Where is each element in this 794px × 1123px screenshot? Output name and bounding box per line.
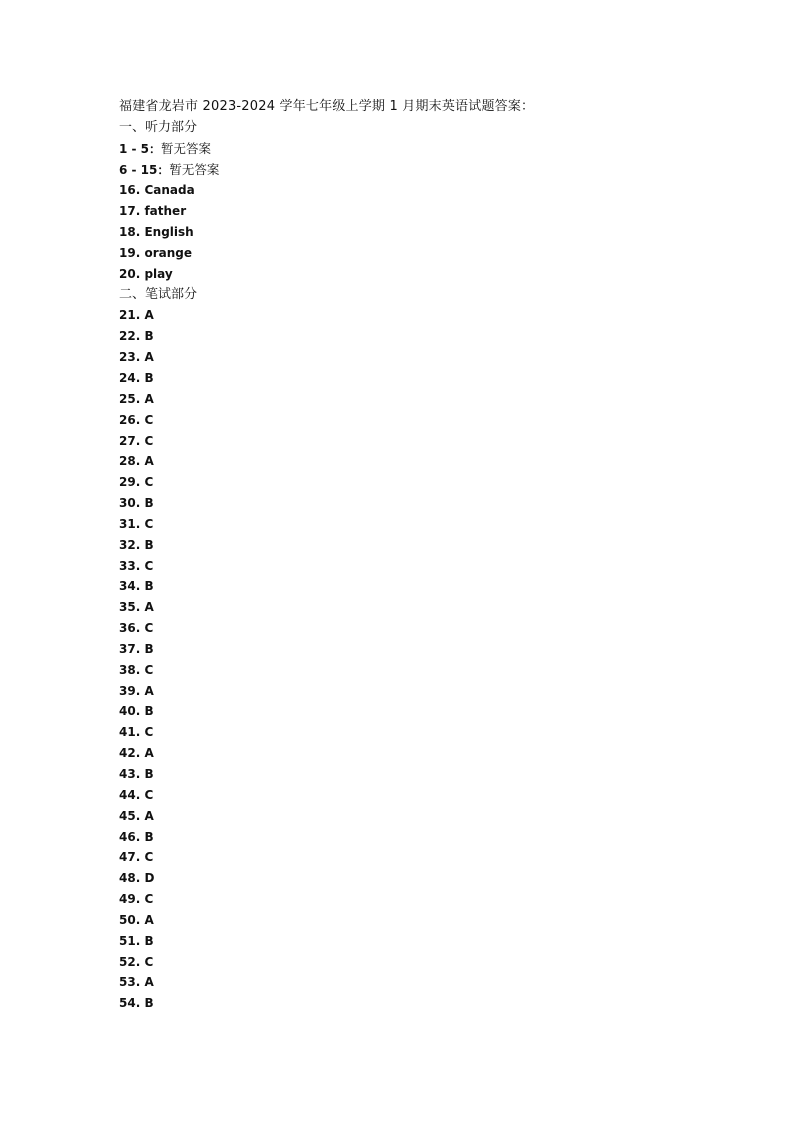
- answer-item: [119, 722, 719, 743]
- answer-item: [119, 222, 719, 243]
- answer-value: B: [144, 496, 154, 511]
- answer-item: [119, 180, 719, 201]
- document-title: 福建省龙岩市 2023-2024 学年七年级上学期 1 月期末英语试题答案：: [119, 99, 535, 114]
- question-number: 22.: [119, 329, 141, 344]
- answer-value: father: [144, 204, 187, 219]
- answer-item: [119, 952, 719, 973]
- answer-item: [119, 243, 719, 264]
- answer-item: [119, 493, 719, 514]
- question-number: 29.: [119, 475, 141, 490]
- answer-value: C: [144, 787, 154, 802]
- question-number: 16.: [119, 183, 141, 198]
- answer-item: [119, 806, 719, 827]
- answer-value: C: [144, 558, 154, 573]
- question-number: 51.: [119, 933, 141, 948]
- answer-value: B: [144, 704, 154, 719]
- listening-range-1-5: [119, 139, 719, 160]
- question-number: 20.: [119, 266, 141, 281]
- question-number: 28.: [119, 454, 141, 469]
- answer-value: C: [144, 433, 154, 448]
- question-number: 40.: [119, 704, 141, 719]
- question-number: 50.: [119, 912, 141, 927]
- question-number: 34.: [119, 579, 141, 594]
- answer-value: A: [144, 912, 154, 927]
- range-text: 暂无答案: [169, 161, 220, 177]
- question-number: 47.: [119, 850, 141, 865]
- question-number: 48.: [119, 871, 141, 886]
- question-number: 30.: [119, 496, 141, 511]
- answer-value: A: [144, 746, 154, 761]
- answer-value: C: [144, 516, 154, 531]
- answer-value: C: [144, 725, 154, 740]
- question-number: 32.: [119, 537, 141, 552]
- answer-item: [119, 326, 719, 347]
- listening-range-6-15: [119, 160, 719, 181]
- range-text: 暂无答案: [161, 140, 212, 156]
- question-number: 18.: [119, 225, 141, 240]
- answer-item: [119, 201, 719, 222]
- question-number: 19.: [119, 245, 141, 260]
- answer-item: [119, 743, 719, 764]
- question-number: 27.: [119, 433, 141, 448]
- answer-value: orange: [144, 245, 192, 260]
- answer-value: A: [144, 391, 154, 406]
- question-number: 33.: [119, 558, 141, 573]
- range-label: 6 - 15：: [119, 162, 170, 177]
- answer-document: [119, 97, 719, 1014]
- answer-item: [119, 827, 719, 848]
- answer-value: C: [144, 662, 154, 677]
- answer-value: B: [144, 996, 154, 1011]
- answer-item: [119, 618, 719, 639]
- question-number: 41.: [119, 725, 141, 740]
- answer-item: [119, 639, 719, 660]
- question-number: 46.: [119, 829, 141, 844]
- question-number: 53.: [119, 975, 141, 990]
- question-number: 31.: [119, 516, 141, 531]
- answer-value: B: [144, 370, 154, 385]
- answer-item: [119, 472, 719, 493]
- answer-item: [119, 764, 719, 785]
- answer-item: [119, 931, 719, 952]
- question-number: 25.: [119, 391, 141, 406]
- question-number: 52.: [119, 954, 141, 969]
- answer-item: [119, 701, 719, 722]
- listening-answer-list: [119, 180, 719, 284]
- answer-item: [119, 451, 719, 472]
- answer-value: B: [144, 537, 154, 552]
- answer-item: [119, 305, 719, 326]
- answer-value: C: [144, 412, 154, 427]
- question-number: 36.: [119, 621, 141, 636]
- question-number: 54.: [119, 996, 141, 1011]
- answer-item: [119, 410, 719, 431]
- answer-value: A: [144, 308, 154, 323]
- answer-item: [119, 785, 719, 806]
- answer-value: D: [144, 871, 155, 886]
- writing-section-heading: 二、笔试部分: [119, 286, 198, 302]
- question-number: 45.: [119, 808, 141, 823]
- answer-value: A: [144, 808, 154, 823]
- question-number: 37.: [119, 641, 141, 656]
- answer-item: [119, 535, 719, 556]
- answer-item: [119, 431, 719, 452]
- answer-value: play: [144, 266, 173, 281]
- question-number: 23.: [119, 350, 141, 365]
- answer-item: [119, 972, 719, 993]
- answer-value: B: [144, 933, 154, 948]
- question-number: 42.: [119, 746, 141, 761]
- answer-value: A: [144, 600, 154, 615]
- question-number: 35.: [119, 600, 141, 615]
- question-number: 17.: [119, 204, 141, 219]
- answer-item: [119, 389, 719, 410]
- question-number: 49.: [119, 892, 141, 907]
- answer-value: A: [144, 350, 154, 365]
- answer-value: C: [144, 892, 154, 907]
- answer-item: [119, 889, 719, 910]
- answer-value: B: [144, 329, 154, 344]
- answer-item: [119, 993, 719, 1014]
- answer-item: [119, 368, 719, 389]
- question-number: 44.: [119, 787, 141, 802]
- answer-item: [119, 660, 719, 681]
- listening-section-heading: 一、听力部分: [119, 119, 198, 135]
- writing-answer-list: [119, 305, 719, 1014]
- answer-item: [119, 347, 719, 368]
- answer-value: Canada: [144, 183, 195, 198]
- answer-item: [119, 576, 719, 597]
- answer-item: [119, 681, 719, 702]
- answer-value: A: [144, 454, 154, 469]
- answer-value: B: [144, 829, 154, 844]
- answer-value: C: [144, 621, 154, 636]
- answer-value: C: [144, 850, 154, 865]
- answer-value: B: [144, 641, 154, 656]
- answer-item: [119, 514, 719, 535]
- question-number: 24.: [119, 370, 141, 385]
- answer-value: C: [144, 475, 154, 490]
- answer-value: C: [144, 954, 154, 969]
- answer-value: B: [144, 767, 154, 781]
- answer-value: A: [144, 683, 154, 698]
- answer-value: A: [144, 975, 154, 990]
- question-number: 21.: [119, 308, 141, 323]
- question-number: 43.: [119, 767, 141, 781]
- answer-item: [119, 264, 719, 285]
- answer-value: B: [144, 579, 154, 594]
- answer-item: [119, 910, 719, 931]
- answer-item: [119, 868, 719, 889]
- range-label: 1 - 5：: [119, 141, 162, 156]
- question-number: 39.: [119, 683, 141, 698]
- answer-item: [119, 597, 719, 618]
- answer-item: [119, 556, 719, 577]
- question-number: 26.: [119, 412, 141, 427]
- answer-value: English: [144, 225, 194, 240]
- answer-item: [119, 847, 719, 868]
- question-number: 38.: [119, 662, 141, 677]
